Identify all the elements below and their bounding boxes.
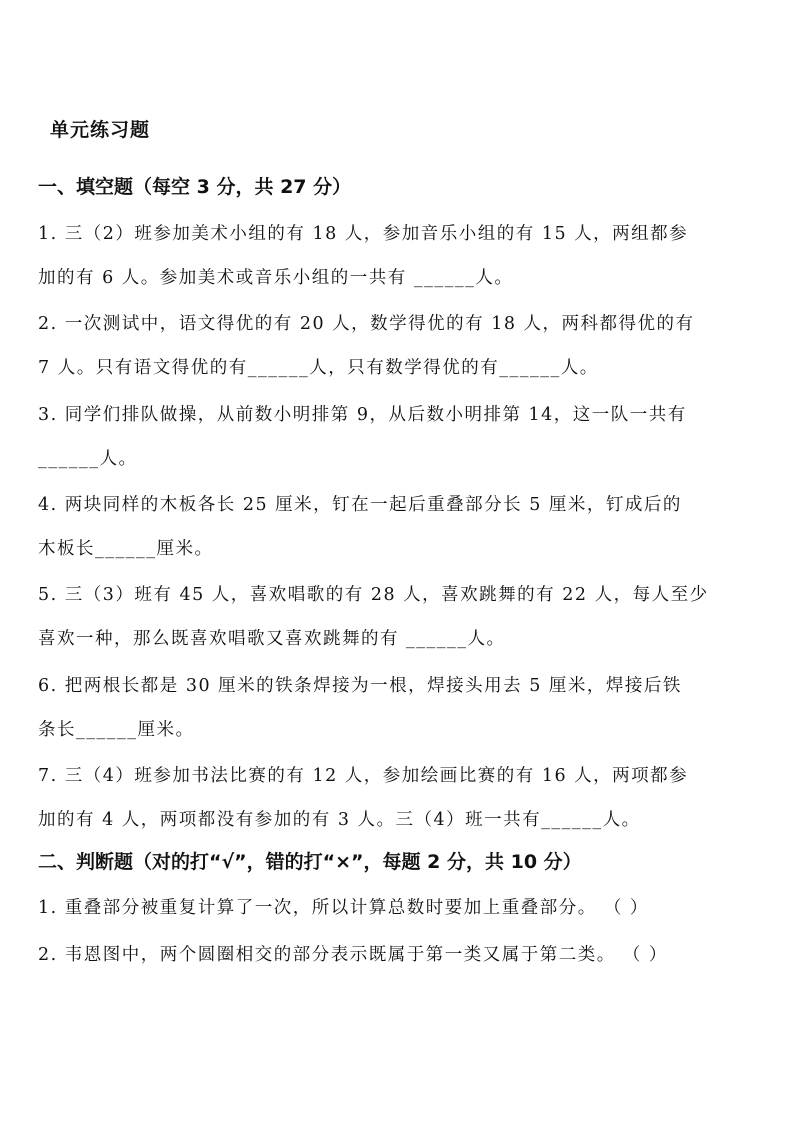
question-line: 加的有 4 人，两项都没有参加的有 3 人。三（4）班一共有______人。 — [38, 810, 641, 830]
section-heading-fill-blank: 一、填空题（每空 3 分，共 27 分） — [38, 176, 352, 198]
question-line: 条长______厘米。 — [38, 720, 195, 740]
question-line: 2. 一次测试中，语文得优的有 20 人，数学得优的有 18 人，两科都得优的有 — [38, 314, 695, 334]
question-line: 5. 三（3）班有 45 人，喜欢唱歌的有 28 人，喜欢跳舞的有 22 人，每人至少 — [38, 585, 709, 605]
question-fill-6 — [38, 664, 758, 752]
question-fill-1 — [38, 212, 758, 300]
question-fill-7 — [38, 754, 758, 842]
question-line: 4. 两块同样的木板各长 25 厘米，钉在一起后重叠部分长 5 厘米，钉成后的 — [38, 495, 682, 515]
question-line: 3. 同学们排队做操，从前数小明排第 9，从后数小明排第 14，这一队一共有 — [38, 405, 687, 425]
question-line: 加的有 6 人。参加美术或音乐小组的一共有 ______人。 — [38, 268, 514, 288]
question-line: 7. 三（4）班参加书法比赛的有 12 人，参加绘画比赛的有 16 人，两项都参 — [38, 766, 689, 786]
question-line: ______人。 — [38, 449, 138, 469]
question-line: 喜欢一种，那么既喜欢唱歌又喜欢跳舞的有 ______人。 — [38, 629, 506, 649]
question-line: 6. 把两根长都是 30 厘米的铁条焊接为一根，焊接头用去 5 厘米，焊接后铁 — [38, 676, 682, 696]
question-line: 7 人。只有语文得优的有______人，只有数学得优的有______人。 — [38, 358, 599, 378]
question-fill-2 — [38, 302, 758, 390]
question-fill-3 — [38, 393, 758, 481]
question-judge-2 — [38, 933, 758, 977]
page-title: 单元练习题 — [50, 119, 151, 141]
question-fill-4 — [38, 483, 758, 571]
question-line: 1. 重叠部分被重复计算了一次，所以计算总数时要加上重叠部分。 （ ） — [38, 898, 649, 918]
question-fill-5 — [38, 573, 758, 661]
question-line: 1. 三（2）班参加美术小组的有 18 人，参加音乐小组的有 15 人，两组都参 — [38, 224, 689, 244]
section-heading-true-false: 二、判断题（对的打“√”，错的打“×”，每题 2 分，共 10 分） — [38, 851, 582, 873]
question-line: 2. 韦恩图中，两个圆圈相交的部分表示既属于第一类又属于第二类。 （ ） — [38, 945, 668, 965]
question-judge-1 — [38, 886, 758, 930]
question-line: 木板长______厘米。 — [38, 539, 214, 559]
